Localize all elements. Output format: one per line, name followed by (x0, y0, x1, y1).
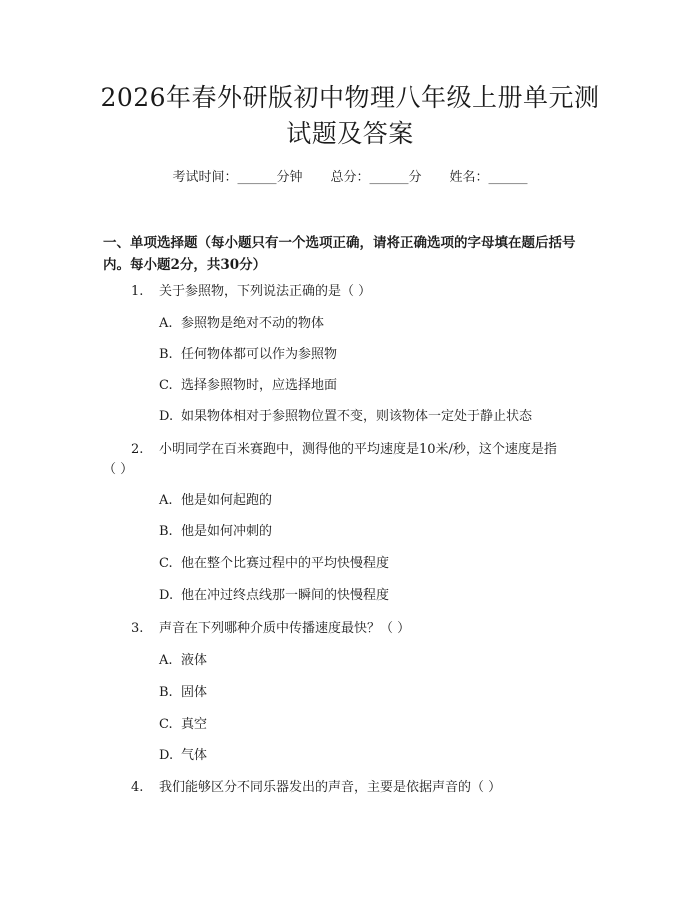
question-text: 我们能够区分不同乐器发出的声音，主要是依据声音的（ ） (159, 780, 502, 795)
question-2 (103, 440, 603, 480)
question-2-option-a (159, 491, 599, 511)
option-text: 他是如何起跑的 (181, 493, 273, 508)
option-letter: D. (159, 588, 174, 603)
option-text: 选择参照物时，应选择地面 (181, 378, 338, 393)
document-title (80, 80, 620, 152)
option-letter: C. (159, 556, 173, 571)
question-3-option-d (159, 746, 599, 766)
title-line-2: 试题及答案 (286, 119, 414, 148)
option-text: 气体 (181, 748, 208, 763)
option-text: 如果物体相对于参照物位置不变，则该物体一定处于静止状态 (181, 409, 533, 424)
option-text: 他在整个比赛过程中的平均快慢程度 (181, 556, 390, 571)
option-text: 固体 (181, 685, 208, 700)
option-text: 真空 (181, 717, 208, 732)
option-letter: A. (159, 653, 173, 668)
option-letter: B. (159, 347, 173, 362)
question-1-option-c (159, 376, 599, 396)
option-text: 液体 (181, 653, 208, 668)
student-name-label: 姓名：______ (449, 170, 528, 185)
question-number: 2. (131, 442, 144, 457)
option-text: 他在冲过终点线那一瞬间的快慢程度 (181, 588, 390, 603)
option-letter: B. (159, 685, 173, 700)
question-4 (103, 778, 603, 798)
question-2-option-d (159, 586, 599, 606)
question-2-option-b (159, 522, 599, 542)
question-text-line-2: （ ） (103, 462, 134, 477)
question-number: 1. (131, 284, 144, 299)
question-1-option-d (159, 407, 599, 427)
question-2-option-c (159, 554, 599, 574)
question-1 (103, 282, 603, 302)
question-3-option-a (159, 651, 599, 671)
question-number: 3. (131, 621, 144, 636)
option-text: 任何物体都可以作为参照物 (181, 347, 338, 362)
question-3-option-c (159, 715, 599, 735)
option-letter: A. (159, 493, 173, 508)
question-1-option-a (159, 314, 599, 334)
section-heading-line-2: 内。每小题2分，共30分） (103, 257, 267, 273)
question-3-option-b (159, 683, 599, 703)
question-1-option-b (159, 345, 599, 365)
option-letter: D. (159, 409, 174, 424)
section-heading-line-1: 一、单项选择题（每小题只有一个选项正确，请将正确选项的字母填在题后括号 (103, 235, 576, 251)
option-text: 他是如何冲刺的 (181, 524, 273, 539)
section-heading-single-choice (103, 232, 603, 276)
option-letter: C. (159, 717, 173, 732)
exam-time-label: 考试时间：______分钟 (172, 170, 303, 185)
question-text: 声音在下列哪种介质中传播速度最快？（ ） (159, 621, 411, 636)
question-text-line-1: 小明同学在百米赛跑中，测得他的平均速度是10米/秒，这个速度是指 (159, 442, 557, 457)
question-3 (103, 619, 603, 639)
title-line-1: 2026年春外研版初中物理八年级上册单元测 (100, 83, 600, 112)
option-letter: C. (159, 378, 173, 393)
total-score-label: 总分：______分 (330, 170, 422, 185)
option-letter: A. (159, 316, 173, 331)
option-letter: D. (159, 748, 174, 763)
question-number: 4. (131, 780, 144, 795)
question-text: 关于参照物，下列说法正确的是（ ） (159, 284, 372, 299)
option-text: 参照物是绝对不动的物体 (181, 316, 325, 331)
exam-info-line (0, 168, 700, 188)
option-letter: B. (159, 524, 173, 539)
